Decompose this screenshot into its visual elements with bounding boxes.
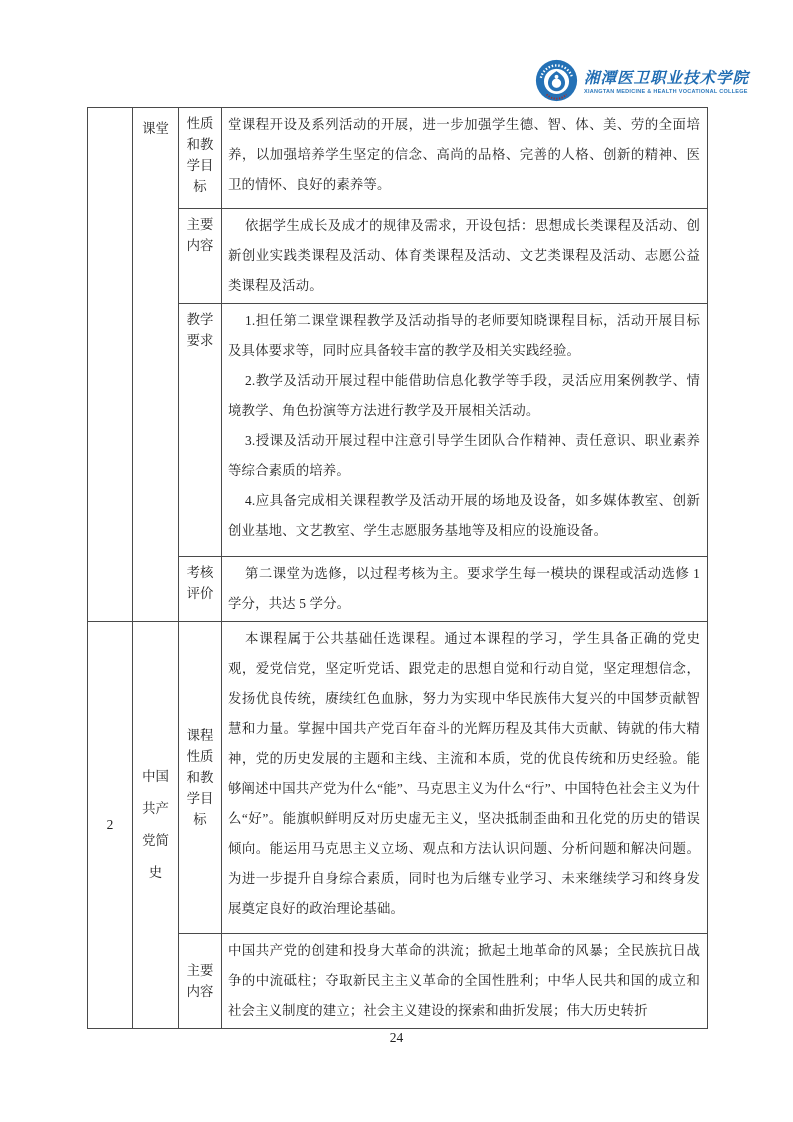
- row-label-cell: 教学要求: [179, 304, 222, 557]
- college-name-cn: 湘潭医卫职业技术学院: [584, 69, 750, 87]
- table-row: [88, 209, 708, 304]
- page-number: 24: [389, 1030, 404, 1045]
- content-paragraph: 依据学生成长及成才的规律及需求，开设包括：思想成长类课程及活动、创新创业实践类课程及活动、体育类课程及活动、文艺类课程及活动、志愿公益类课程及活动。: [228, 218, 700, 293]
- content-paragraph: 3.授课及活动开展过程中注意引导学生团队合作精神、责任意识、职业素养等综合素质的培养。: [228, 433, 700, 478]
- row-content-cell: [222, 557, 708, 622]
- content-paragraph: 中国共产党的创建和投身大革命的洪流；掀起土地革命的风暴；全民族抗日战争的中流砥柱；夺取新民主主义革命的全国性胜利；中华人民共和国的成立和社会主义制度的建立；社会主义建设的探索和曲折发展；伟大历史转折: [228, 943, 700, 1018]
- page-footer: [0, 1030, 793, 1046]
- content-paragraph: 2.教学及活动开展过程中能借助信息化教学等手段，灵活应用案例教学、情境教学、角色扮演等方法进行教学及开展相关活动。: [228, 373, 700, 418]
- content-paragraph: 4.应具备完成相关课程教学及活动开展的场地及设备，如多媒体教室、创新创业基地、文艺教室、学生志愿服务基地等及相应的设施设备。: [228, 493, 700, 538]
- row-content-cell: [222, 209, 708, 304]
- row-content-cell: [222, 108, 708, 209]
- row-content-cell: [222, 304, 708, 557]
- table-row: [88, 622, 708, 934]
- table-row: [88, 934, 708, 1029]
- row-label-cell: 课程性质和教学目标: [179, 622, 222, 934]
- row-label-cell: 主要内容: [179, 209, 222, 304]
- course-table: [87, 107, 708, 1029]
- row-label-cell: 性质和教学目标: [179, 108, 222, 209]
- row-label-cell: 考核评价: [179, 557, 222, 622]
- content-paragraph: 堂课程开设及系列活动的开展，进一步加强学生德、智、体、美、劳的全面培养，以加强培养学生坚定的信念、高尚的品格、完善的人格、创新的精神、医卫的情怀、良好的素养等。: [228, 117, 700, 192]
- content-paragraph: 本课程属于公共基础任选课程。通过本课程的学习，学生具备正确的党史观，爱党信党，坚定听党话、跟党走的思想自觉和行动自觉，坚定理想信念，发扬优良传统，赓续红色血脉，努力为实现中华民族伟大复兴的中国梦贡献智慧和力量。掌握中国共产党百年奋斗的光辉历程及其伟大贡献、铸就的伟大精神，党的历史发展的主题和主线、主流和本质，党的优良传统和历史经验。能够阐述中国共产党为什么“能”、马克思主义为什么“行”、中国特色社会主义为什么“好”。能旗帜鲜明反对历史虚无主义，坚决抵制歪曲和丑化党的历史的错误倾向。能运用马克思主义立场、观点和方法认识问题、分析问题和解决问题。为进一步提升自身综合素质，同时也为后继专业学习、未来继续学习和终身发展奠定良好的政治理论基础。: [228, 631, 700, 916]
- college-emblem-icon: [535, 59, 578, 102]
- table-row: [88, 304, 708, 557]
- table-row: [88, 557, 708, 622]
- college-name-block: [584, 66, 749, 96]
- row-content-cell: [222, 622, 708, 934]
- course-number-cell: [88, 108, 133, 622]
- course-number-cell: 2: [88, 622, 133, 1029]
- content-paragraph: 1.担任第二课堂课程教学及活动指导的老师要知晓课程目标，活动开展目标及具体要求等，同时应具备较丰富的教学及相关实践经验。: [228, 313, 700, 358]
- row-content-cell: [222, 934, 708, 1029]
- course-name-cell: 中国共产党简史: [133, 622, 179, 1029]
- college-logo: [535, 59, 749, 102]
- content-paragraph: 第二课堂为选修，以过程考核为主。要求学生每一模块的课程或活动选修 1 学分，共达 5 学分。: [228, 566, 700, 611]
- row-label-cell: 主要内容: [179, 934, 222, 1029]
- course-name-cell: 课堂: [133, 108, 179, 622]
- table-row: [88, 108, 708, 209]
- college-name-en: XIANGTAN MEDICINE & HEALTH VOCATIONAL COLLEGE: [584, 89, 748, 96]
